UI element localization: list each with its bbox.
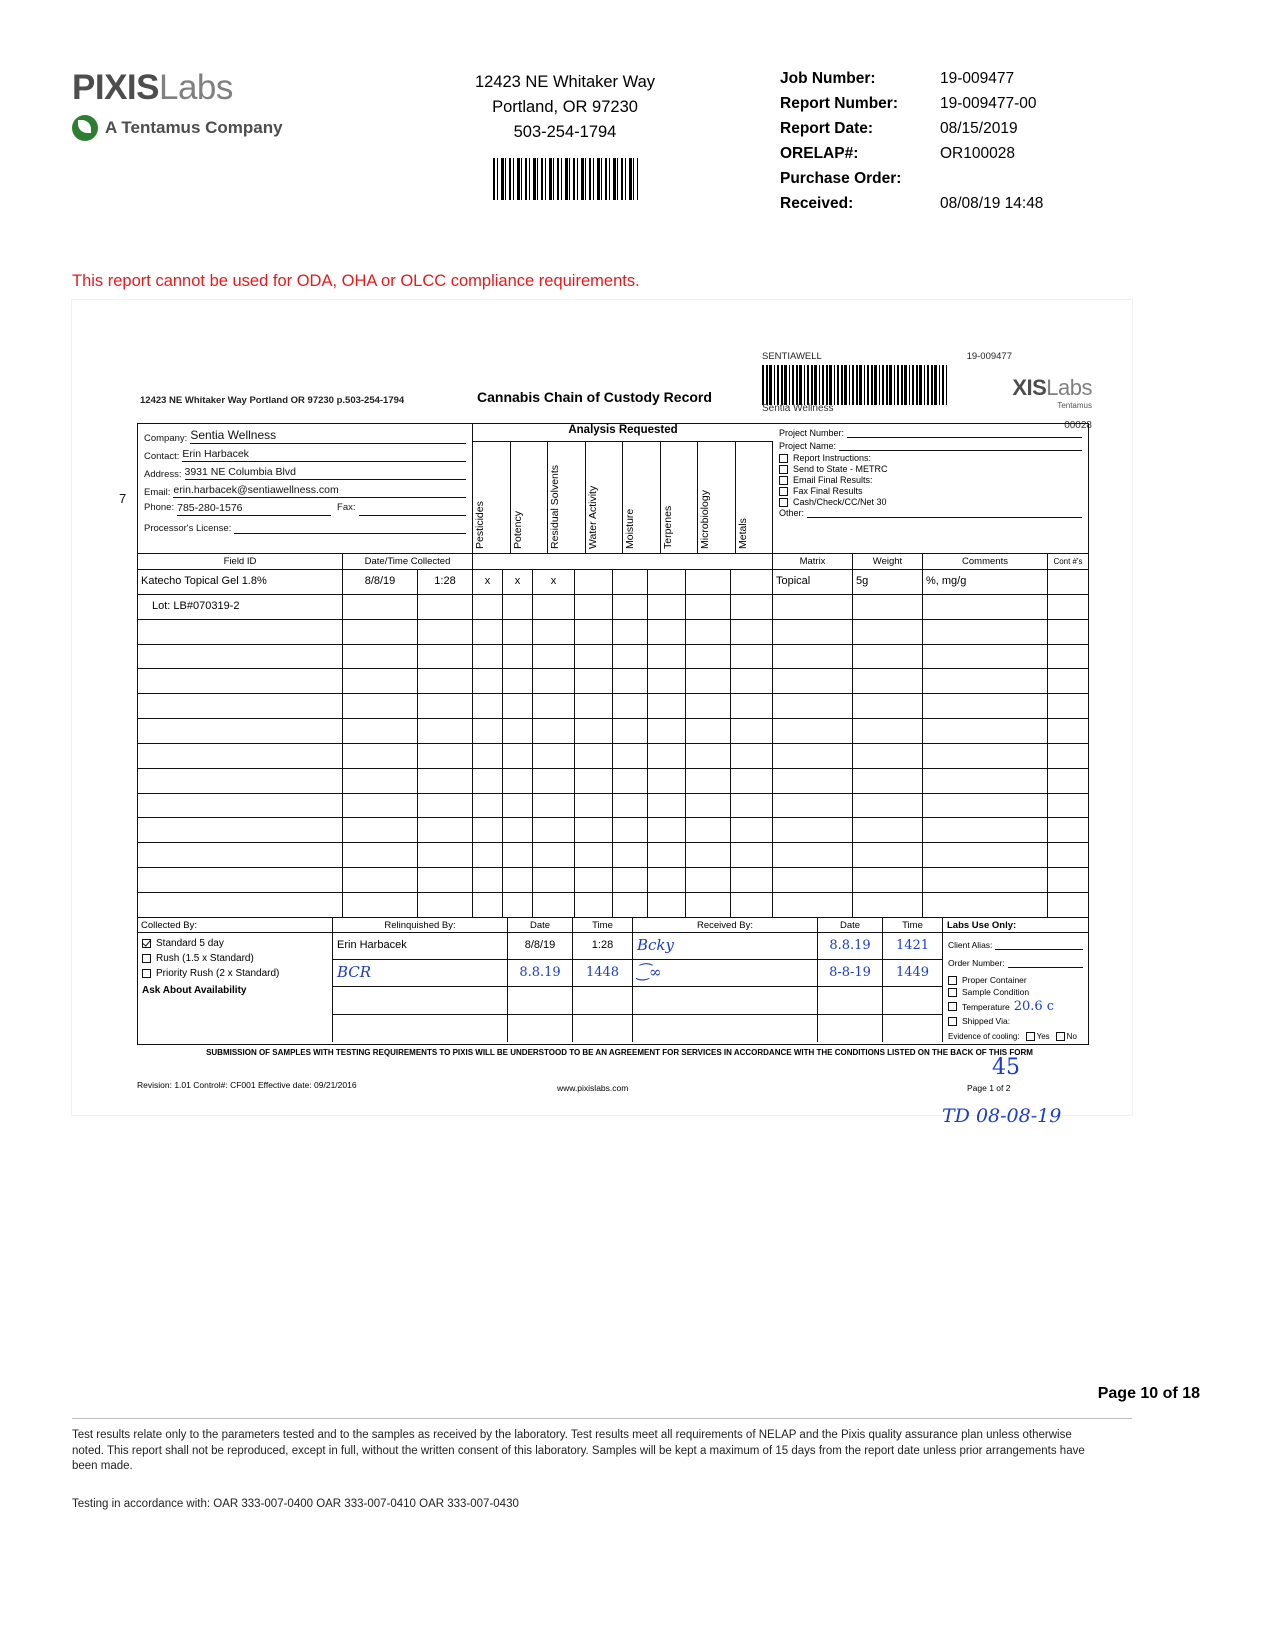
lab-address-line1: 12423 NE Whitaker Way bbox=[474, 73, 656, 91]
labs-checkbox-label: Temperature bbox=[962, 1001, 1010, 1012]
cell-container bbox=[1048, 570, 1088, 594]
analysis-col-label: Moisture bbox=[624, 508, 637, 549]
client-alias-line bbox=[995, 939, 1083, 950]
sample-table-header bbox=[138, 554, 1088, 570]
fax-label: Fax: bbox=[337, 502, 356, 513]
evidence-no-label: No bbox=[1066, 1032, 1077, 1041]
cell-potency bbox=[503, 595, 533, 619]
turnaround-standard[interactable] bbox=[142, 938, 328, 949]
cell-date bbox=[343, 595, 418, 619]
cell-pesticides: x bbox=[473, 570, 503, 594]
header-receive-time: Time bbox=[883, 918, 943, 933]
header-field-id: Field ID bbox=[138, 554, 343, 570]
project-other-label: Other: bbox=[779, 508, 805, 518]
header-comments: Comments bbox=[923, 554, 1048, 570]
company-value: Sentia Wellness bbox=[190, 428, 466, 444]
meta-row-report-date bbox=[780, 120, 1200, 138]
coc-barcode-block bbox=[762, 351, 1012, 405]
analysis-col-microbiology bbox=[698, 442, 736, 553]
project-number-row bbox=[779, 427, 1082, 438]
lab-address-line2: Portland, OR 97230 bbox=[492, 97, 638, 116]
analysis-col-label: Residual Solvents bbox=[549, 464, 562, 549]
header-analysis-spacer bbox=[473, 554, 773, 570]
analysis-col-label: Pesticides bbox=[474, 501, 487, 549]
cell-receive-date bbox=[818, 987, 883, 1013]
checkbox-icon[interactable] bbox=[1056, 1032, 1065, 1041]
checkbox-icon[interactable] bbox=[779, 454, 788, 463]
table-row bbox=[138, 769, 1088, 794]
project-checkbox-email-final-results[interactable] bbox=[779, 475, 1082, 485]
meta-row-received bbox=[780, 195, 1200, 213]
logo-secondary-text: Labs bbox=[158, 68, 233, 107]
project-number-label: Project Number: bbox=[779, 428, 845, 438]
table-row bbox=[138, 744, 1088, 769]
cell-moisture bbox=[613, 570, 648, 594]
analysis-col-moisture bbox=[623, 442, 661, 553]
custody-row bbox=[333, 987, 943, 1014]
coc-barcode-job-label: 19-009477 bbox=[966, 351, 1012, 362]
checkbox-icon[interactable] bbox=[142, 969, 151, 978]
meta-label-orelap: ORELAP#: bbox=[780, 145, 859, 162]
project-checkbox-label: Report Instructions: bbox=[793, 453, 872, 463]
project-other-row bbox=[779, 508, 1082, 518]
labs-checkbox-shipped-via[interactable] bbox=[948, 1016, 1083, 1026]
address-row bbox=[144, 466, 466, 480]
cell-water-activity bbox=[575, 595, 613, 619]
scanned-coc-document bbox=[72, 300, 1132, 1127]
cell-residual-solvents bbox=[533, 595, 575, 619]
logo-tagline: A Tentamus Company bbox=[105, 118, 283, 137]
analysis-col-label: Terpenes bbox=[661, 505, 674, 549]
table-row bbox=[138, 868, 1088, 893]
license-row bbox=[144, 520, 466, 534]
cell-relinquish-date bbox=[508, 987, 573, 1013]
contact-row bbox=[144, 448, 466, 462]
header-relinquish-date: Date bbox=[508, 918, 573, 933]
evidence-yes-label: Yes bbox=[1036, 1032, 1050, 1041]
turnaround-rush[interactable] bbox=[142, 953, 328, 964]
checkbox-icon[interactable] bbox=[948, 988, 957, 997]
header-collected-by: Collected By: bbox=[138, 918, 333, 933]
handwritten-sample-count: 45 bbox=[992, 1055, 1020, 1080]
cell-matrix: Topical bbox=[773, 570, 853, 594]
cell-microbiology bbox=[686, 595, 731, 619]
coc-project-panel bbox=[773, 424, 1088, 554]
checkbox-icon[interactable] bbox=[142, 939, 151, 948]
analysis-col-label: Metals bbox=[736, 518, 749, 549]
header-matrix: Matrix bbox=[773, 554, 853, 570]
cell-terpenes bbox=[648, 595, 686, 619]
cell-relinquished-by: Erin Harbacek bbox=[333, 933, 508, 959]
meta-value-report-date: 08/15/2019 bbox=[940, 120, 1018, 137]
labs-checkbox-sample-condition[interactable] bbox=[948, 987, 1083, 997]
cell-relinquish-time bbox=[573, 1015, 633, 1042]
cell-terpenes bbox=[648, 570, 686, 594]
checkbox-icon[interactable] bbox=[948, 976, 957, 985]
analysis-col-potency bbox=[511, 442, 549, 553]
cell-date: 8/8/19 bbox=[343, 570, 418, 594]
cell-residual-solvents: x bbox=[533, 570, 575, 594]
cell-relinquish-date: 8/8/19 bbox=[508, 933, 573, 959]
coc-company-info bbox=[138, 424, 473, 554]
meta-value-report-number: 19-009477-00 bbox=[940, 95, 1037, 112]
fax-value bbox=[359, 502, 467, 516]
license-value bbox=[234, 520, 466, 534]
table-row bbox=[138, 669, 1088, 694]
checkbox-icon[interactable] bbox=[779, 465, 788, 474]
analysis-col-pesticides bbox=[473, 442, 511, 553]
phone-value: 785-280-1576 bbox=[177, 502, 331, 516]
pixis-logo bbox=[72, 70, 372, 141]
meta-row-orelap bbox=[780, 145, 1200, 163]
project-name-label: Project Name: bbox=[779, 441, 837, 451]
cell-relinquished-by bbox=[333, 1015, 508, 1042]
header-relinquish-time: Time bbox=[573, 918, 633, 933]
table-row bbox=[138, 794, 1088, 819]
order-number-row bbox=[948, 957, 1083, 968]
client-alias-row bbox=[948, 939, 1083, 950]
company-row bbox=[144, 428, 466, 444]
analysis-requested-header: Analysis Requested bbox=[473, 424, 773, 442]
custody-transfer-rows bbox=[333, 933, 943, 1042]
evidence-of-cooling-row bbox=[948, 1032, 1083, 1041]
analysis-col-terpenes bbox=[661, 442, 699, 553]
cell-relinquish-date: 8.8.19 bbox=[508, 960, 573, 986]
logo-wordmark bbox=[72, 70, 372, 105]
checkbox-icon[interactable] bbox=[779, 487, 788, 496]
report-barcode bbox=[493, 158, 638, 200]
labs-checkbox-label: Sample Condition bbox=[962, 987, 1030, 997]
temperature-value: 20.6 c bbox=[1013, 999, 1055, 1014]
table-row bbox=[138, 570, 1088, 595]
coc-submission-note: SUBMISSION OF SAMPLES WITH TESTING REQUIREMENTS TO PIXIS WILL BE UNDERSTOOD TO BE AN AGREEMENT FOR SERVICES IN ACCORDANCE WITH THE CONDITIONS LISTED ON THE BACK OF THIS FORM bbox=[206, 1048, 1033, 1057]
coc-logo-primary: XIS bbox=[1012, 375, 1047, 400]
cell-relinquished-by: BCR bbox=[333, 960, 508, 986]
cell-matrix bbox=[773, 595, 853, 619]
cell-field-id: Lot: LB#070319-2 bbox=[138, 595, 343, 619]
project-checkbox-label: Cash/Check/CC/Net 30 bbox=[793, 497, 887, 507]
labs-use-only-panel bbox=[943, 933, 1088, 1042]
analysis-col-residual-solvents bbox=[548, 442, 586, 553]
coc-barcode-client-label: SENTIAWELL bbox=[762, 351, 822, 362]
checkbox-icon[interactable] bbox=[948, 1017, 957, 1026]
logo-tagline-row bbox=[72, 115, 372, 141]
coc-form-box bbox=[137, 423, 1089, 1045]
labs-checkbox-proper-container[interactable] bbox=[948, 975, 1083, 985]
table-row bbox=[138, 620, 1088, 645]
cell-relinquished-by bbox=[333, 987, 508, 1013]
analysis-col-metals bbox=[736, 442, 774, 553]
cell-receive-time bbox=[883, 1015, 943, 1042]
cell-received-by: Bcky bbox=[633, 933, 818, 959]
project-checkbox-label: Send to State - METRC bbox=[793, 464, 888, 474]
turnaround-priority-rush[interactable] bbox=[142, 968, 328, 979]
checkbox-icon[interactable] bbox=[779, 476, 788, 485]
cell-field-id: Katecho Topical Gel 1.8% bbox=[138, 570, 343, 594]
address-value: 3931 NE Columbia Blvd bbox=[185, 466, 467, 480]
meta-row-purchase-order bbox=[780, 170, 1200, 188]
meta-row-job-number bbox=[780, 70, 1200, 88]
sample-rows bbox=[138, 570, 1088, 918]
evidence-label: Evidence of cooling: bbox=[948, 1032, 1020, 1041]
footer-testing-note: Testing in accordance with: OAR 333-007-0400 OAR 333-007-0410 OAR 333-007-0430 bbox=[72, 1498, 519, 1510]
project-checkbox-fax-final-results[interactable] bbox=[779, 486, 1082, 496]
cell-weight bbox=[853, 595, 923, 619]
coc-website: www.pixislabs.com bbox=[557, 1083, 629, 1093]
coc-signature-block bbox=[138, 918, 1088, 1042]
cell-received-by: ⁐∞ bbox=[633, 960, 818, 986]
cell-relinquish-date bbox=[508, 1015, 573, 1042]
analysis-columns bbox=[473, 442, 773, 554]
cell-moisture bbox=[613, 595, 648, 619]
compliance-warning: This report cannot be used for ODA, OHA or OLCC compliance requirements. bbox=[72, 272, 640, 290]
header-receive-date: Date bbox=[818, 918, 883, 933]
project-name-row bbox=[779, 440, 1082, 451]
table-row bbox=[138, 645, 1088, 670]
table-row bbox=[138, 818, 1088, 843]
header-weight: Weight bbox=[853, 554, 923, 570]
coc-revision-note: Revision: 1.01 Control#: CF001 Effective date: 09/21/2016 bbox=[137, 1080, 357, 1090]
address-label: Address: bbox=[144, 469, 182, 480]
turnaround-options bbox=[138, 933, 333, 1042]
turnaround-label: Standard 5 day bbox=[156, 938, 224, 949]
license-label: Processor's License: bbox=[144, 523, 232, 534]
coc-lab-address: 12423 NE Whitaker Way Portland OR 97230 p.503-254-1794 bbox=[140, 395, 405, 406]
project-checkbox-label: Email Final Results: bbox=[793, 475, 873, 485]
cell-receive-date: 8.8.19 bbox=[818, 933, 883, 959]
checkbox-icon[interactable] bbox=[779, 498, 788, 507]
project-number-line bbox=[847, 427, 1082, 438]
table-row bbox=[138, 719, 1088, 744]
page-number: Page 10 of 18 bbox=[1097, 1385, 1200, 1402]
cell-pesticides bbox=[473, 595, 503, 619]
project-checkbox-send-to-state[interactable] bbox=[779, 464, 1082, 474]
email-value: erin.harbacek@sentiawellness.com bbox=[173, 484, 466, 498]
custody-row bbox=[333, 1015, 943, 1042]
order-number-label: Order Number: bbox=[948, 958, 1005, 968]
header-container-numbers: Cont #'s bbox=[1053, 557, 1083, 566]
contact-label: Contact: bbox=[144, 451, 180, 462]
signature-header-row bbox=[138, 918, 1088, 933]
cell-water-activity bbox=[575, 570, 613, 594]
cell-receive-date bbox=[818, 1015, 883, 1042]
turnaround-label: Rush (1.5 x Standard) bbox=[156, 953, 254, 964]
logo-primary-text: PIXIS bbox=[72, 68, 159, 107]
coc-barcode bbox=[762, 365, 947, 405]
header-labs-use-only: Labs Use Only: bbox=[947, 920, 1017, 931]
turnaround-label: Priority Rush (2 x Standard) bbox=[156, 968, 280, 979]
labs-checkbox-label: Proper Container bbox=[962, 975, 1027, 985]
company-label: Company: bbox=[144, 433, 188, 444]
cell-comments bbox=[923, 595, 1048, 619]
contact-value: Erin Harbacek bbox=[182, 448, 466, 462]
analysis-col-label: Water Activity bbox=[586, 485, 599, 549]
email-row bbox=[144, 484, 466, 498]
analysis-col-label: Potency bbox=[511, 511, 524, 549]
project-checkbox-report-instructions[interactable] bbox=[779, 453, 1082, 463]
report-header bbox=[0, 60, 1275, 260]
checkbox-icon[interactable] bbox=[142, 954, 151, 963]
footer-divider bbox=[72, 1418, 1132, 1419]
coc-client-name: Sentia Wellness bbox=[762, 403, 834, 414]
handwritten-initials-date: TD 08-08-19 bbox=[942, 1105, 1062, 1127]
project-checkbox-label: Fax Final Results bbox=[793, 486, 863, 496]
labs-checkbox-temperature[interactable] bbox=[948, 999, 1083, 1014]
cell-received-by bbox=[633, 1015, 818, 1042]
cell-receive-time: 1421 bbox=[883, 933, 943, 959]
cell-relinquish-time: 1448 bbox=[573, 960, 633, 986]
cell-potency: x bbox=[503, 570, 533, 594]
order-number-line bbox=[1008, 957, 1083, 968]
cell-received-by bbox=[633, 987, 818, 1013]
coc-title: Cannabis Chain of Custody Record bbox=[477, 389, 712, 405]
cell-metals bbox=[731, 595, 773, 619]
cell-relinquish-time: 1:28 bbox=[573, 933, 633, 959]
meta-label-report-number: Report Number: bbox=[780, 95, 898, 112]
meta-label-purchase-order: Purchase Order: bbox=[780, 170, 902, 187]
lab-address-line3: 503-254-1794 bbox=[513, 122, 617, 141]
project-name-line bbox=[839, 440, 1082, 451]
meta-row-report-number bbox=[780, 95, 1200, 113]
cell-microbiology bbox=[686, 570, 731, 594]
leaf-icon bbox=[72, 115, 98, 141]
footer-disclaimer: Test results relate only to the parameters tested and to the samples as received by the laboratory. Test results meet all requirements of NELAP and the Pixis quality assurance plan unless otherwise noted. This report shall not be reproduced, except in full, without the written consent of this laboratory. Samples will be kept a maximum of 15 days from the report date unless prior arrangements have been made. bbox=[72, 1429, 1085, 1473]
cell-receive-date: 8-8-19 bbox=[818, 960, 883, 986]
table-row bbox=[138, 843, 1088, 868]
report-metadata bbox=[780, 70, 1200, 220]
cell-comments: %, mg/g bbox=[923, 570, 1048, 594]
cell-time: 1:28 bbox=[418, 570, 473, 594]
meta-value-received: 08/08/19 14:48 bbox=[940, 195, 1044, 212]
coc-page-of: Page 1 of 2 bbox=[967, 1083, 1011, 1093]
header-received-by: Received By: bbox=[633, 918, 818, 933]
labs-checkbox-label: Shipped Via: bbox=[962, 1016, 1011, 1026]
table-row bbox=[138, 694, 1088, 719]
cell-relinquish-time bbox=[573, 987, 633, 1013]
client-alias-label: Client Alias: bbox=[948, 940, 993, 950]
checkbox-icon[interactable] bbox=[1026, 1032, 1035, 1041]
cell-receive-time bbox=[883, 987, 943, 1013]
table-row bbox=[138, 595, 1088, 620]
meta-label-received: Received: bbox=[780, 195, 854, 212]
meta-value-orelap: OR100028 bbox=[940, 145, 1015, 162]
analysis-col-water-activity bbox=[586, 442, 624, 553]
cell-receive-time: 1449 bbox=[883, 960, 943, 986]
cell-container bbox=[1048, 595, 1088, 619]
table-row bbox=[138, 893, 1088, 918]
coc-row-marker: 7 bbox=[119, 491, 127, 506]
header-date-time-collected: Date/Time Collected bbox=[343, 554, 473, 570]
cell-metals bbox=[731, 570, 773, 594]
custody-row bbox=[333, 933, 943, 960]
project-checkbox-payment[interactable] bbox=[779, 497, 1082, 507]
coc-logo-orelap: 00028 bbox=[1064, 420, 1092, 431]
ask-about-availability: Ask About Availability bbox=[142, 985, 247, 996]
header-relinquished-by: Relinquished By: bbox=[333, 918, 508, 933]
checkbox-icon[interactable] bbox=[948, 1002, 957, 1011]
meta-label-job-number: Job Number: bbox=[780, 70, 876, 87]
lab-address bbox=[400, 70, 730, 200]
cell-time bbox=[418, 595, 473, 619]
meta-label-report-date: Report Date: bbox=[780, 120, 874, 137]
phone-label: Phone: bbox=[144, 502, 175, 513]
project-other-line bbox=[807, 508, 1082, 518]
cell-weight: 5g bbox=[853, 570, 923, 594]
coc-logo-secondary: Labs bbox=[1046, 375, 1092, 400]
custody-row bbox=[333, 960, 943, 987]
phone-fax-row bbox=[144, 502, 466, 516]
analysis-col-label: Microbiology bbox=[699, 490, 712, 549]
email-label: Email: bbox=[144, 487, 171, 498]
coc-logo-tagline: Tentamus bbox=[1057, 401, 1092, 410]
meta-value-job-number: 19-009477 bbox=[940, 70, 1015, 87]
